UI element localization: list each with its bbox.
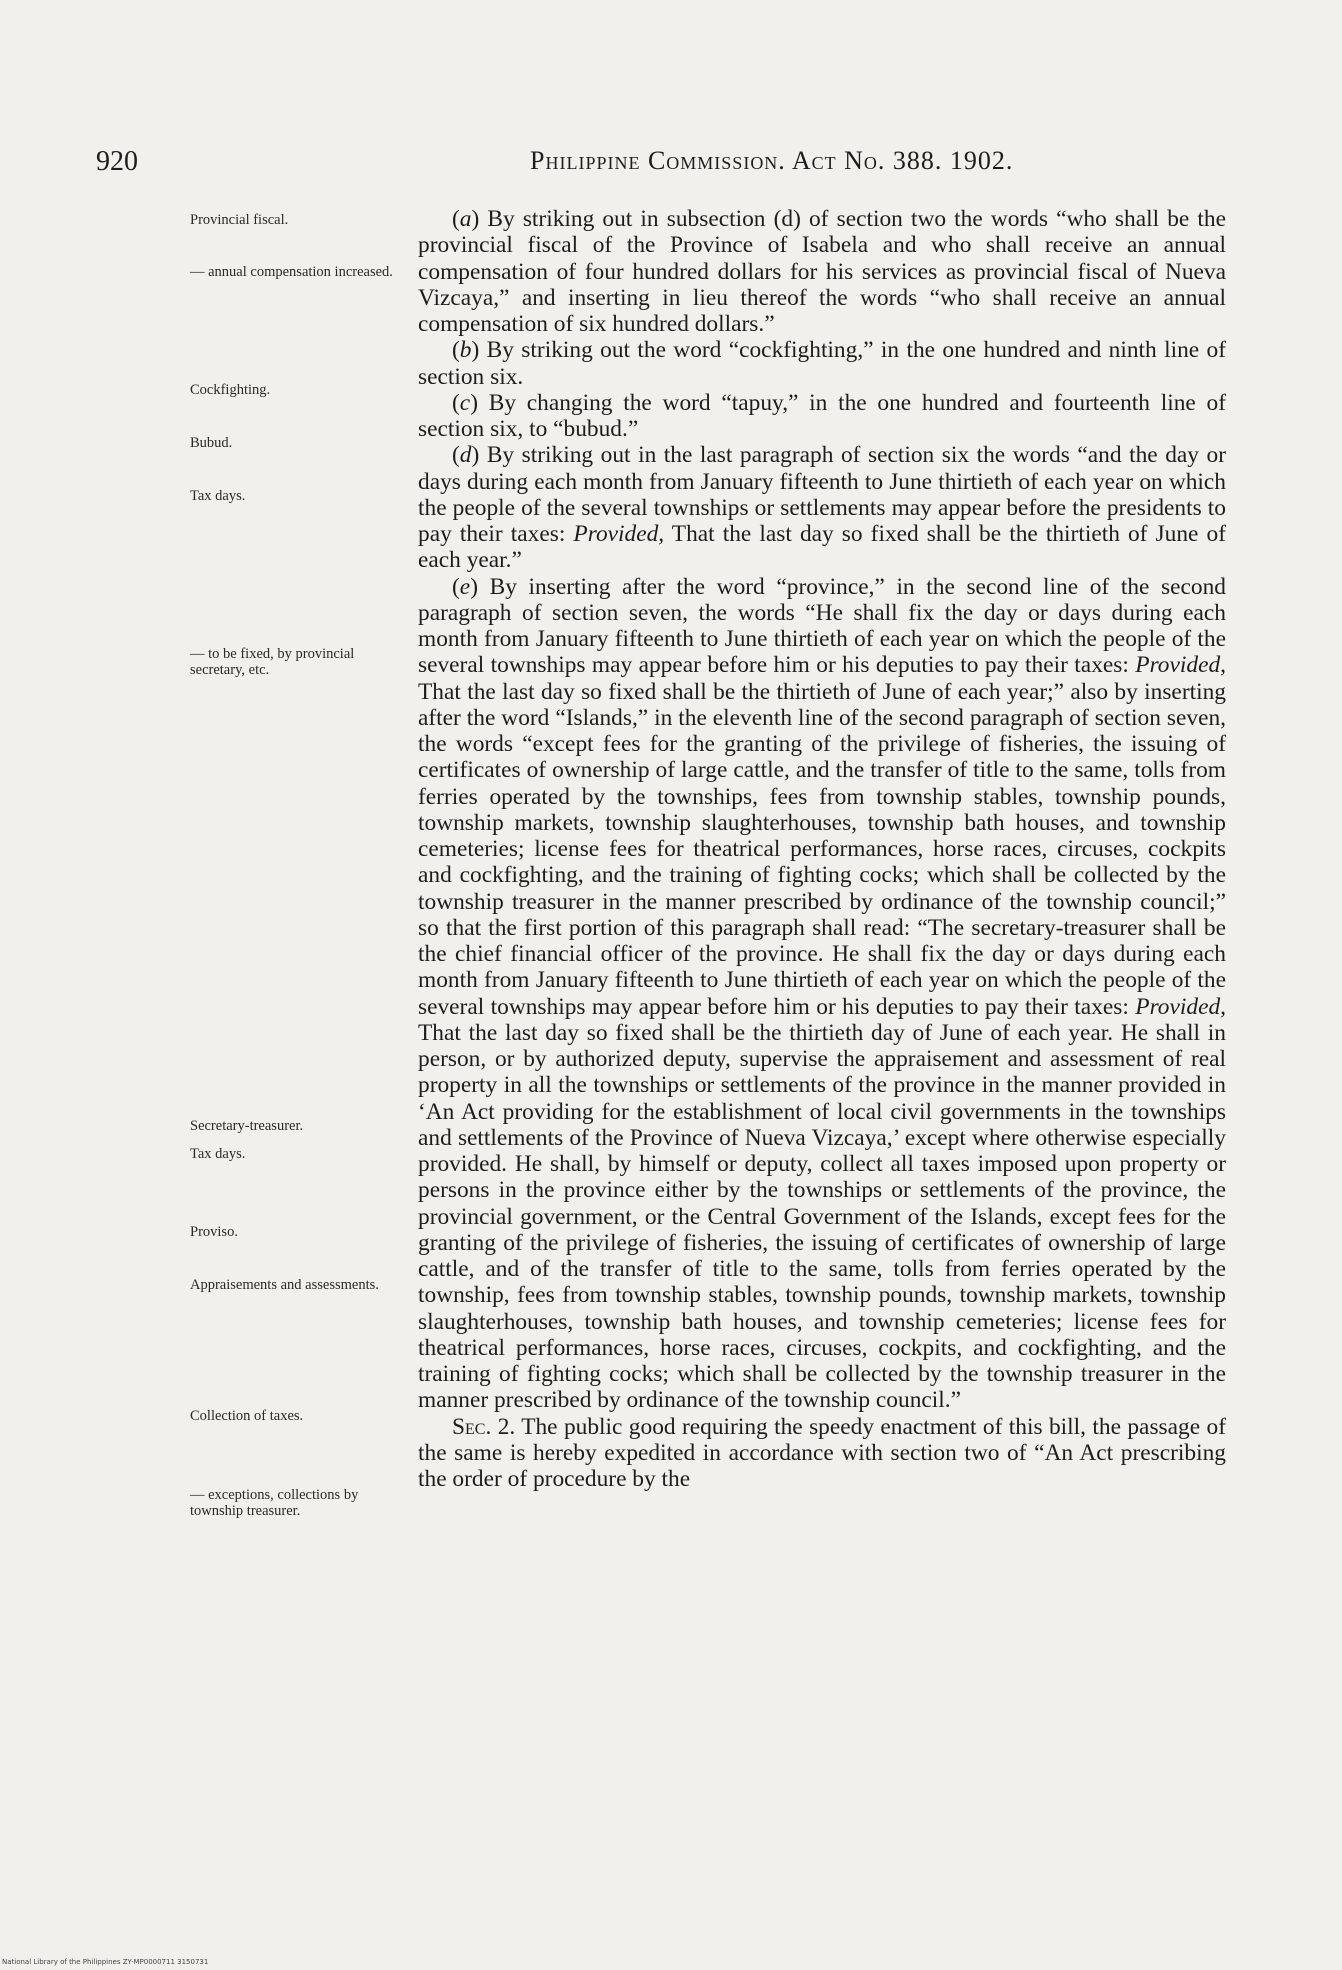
section-2-label: Sec. 2. [452,1413,516,1440]
paragraph-b-text: By striking out the word “cockfighting,” in the one hundred and ninth line of section six. [418,337,1226,390]
margin-note-annual-compensation: — annual compensation increased. [190,264,393,280]
margin-note-tax-days: Tax days. [190,488,246,504]
margin-note-tax-days-2: Tax days. [190,1146,246,1162]
paragraph-d-proviso: Provided, [573,521,665,547]
paragraph-c: (c) By changing the word “tapuy,” in the one hundred and fourteenth line of section six, to “bubud.” [418,389,1226,442]
scan-footer: National Library of the Philippines ZY-MP0000711 3150731 [2,1958,209,1966]
margin-note-provincial-fiscal: Provincial fiscal. [190,212,289,228]
margin-note-bubud: Bubud. [190,435,233,451]
paragraph-b: (b) By striking out the word “cockfighting,” in the one hundred and ninth line of section six. [418,337,1226,390]
paragraph-e-proviso-2: Provided, [1135,993,1226,1020]
paragraph-a-text: By striking out in subsection (d) of section two the words “who shall be the provincial fiscal of the Province of Isabela and who shall receive an annual compensation of four hundred dollars for his services as provincial fiscal of Nueva Vizcaya,” and inserting in lieu thereof the words “who shall receive an annual compensation of six hundred dollars.” [418,206,1226,337]
section-2-text: The public good requiring the speedy enactment of this bill, the passage of the same is hereby expedited in accordance with section two of “An Act prescribing the order of procedure by the [418,1413,1226,1492]
paragraph-e-label: e [459,573,471,600]
margin-note-collection-of-taxes: Collection of taxes. [190,1408,304,1424]
body-text [418,206,1226,1492]
paragraph-c-text: By changing the word “tapuy,” in the one hundred and fourteenth line of section six, to “bubud.” [418,389,1226,442]
margin-note-secretary-treasurer: Secretary-treasurer. [190,1118,304,1134]
margin-note-proviso: Proviso. [190,1224,238,1240]
paragraph-d-label: d [459,442,472,469]
margin-note-fixed-by-secretary: — to be fixed, by provincial secretary, etc. [190,646,355,678]
running-head: Philippine Commission. Act No. 388. 1902. [530,146,1014,175]
paragraph-a: (a) By striking out in subsection (d) of section two the words “who shall be the provincial fiscal of the Province of Isabela and who shall receive an annual compensation of four hundred dollars for his services as provincial fiscal of Nueva Vizcaya,” and inserting in lieu thereof the words “who shall receive an annual compensation of six hundred dollars.” [418,206,1226,337]
paragraph-d: (d) By striking out in the last paragraph of section six the words “and the day or days during each month from January fifteenth to June thirtieth of each year on which the people of the several townships or settlements may appear before the presidents to pay their taxes: Provided, That the last day so fixed shall be the thirtieth of June of each year.” [418,442,1226,574]
page-header [96,146,1226,186]
paragraph-e-text: By inserting after the word “province,” in the second line of the second paragraph of section seven, the words “He shall fix the day or days during each month from January fifteenth to June thirtieth of each year on which the people of the several townships may appear before him or his deputies to pay their taxes: [418,573,1226,679]
paragraph-e: (e) By inserting after the word “province,” in the second line of the second paragraph of section seven, the words “He shall fix the day or days during each month from January fifteenth to June thirtieth of each year on which the people of the several townships may appear before him or his deputies to pay their taxes: Provided, That the last day so fixed shall be the thirtieth of June of each year;” also by inserting after the word “Islands,” in the eleventh line of the second paragraph of section seven, the words “except fees for the granting of the privilege of fisheries, the issuing of certificates of ownership of large cattle, and the transfer of title to the same, tolls from ferries operated by the townships, fees from township stables, township pounds, township markets, township slaughterhouses, township bath houses, and township cemeteries; license fees for theatrical performances, horse races, circuses, cockpits and cockfighting, and the training of fighting cocks; which shall be collected by the township treasurer in the manner prescribed by ordinance of the township council;” so that the first portion of this paragraph shall read: “The secretary-treasurer shall be the chief financial officer of the province. He shall fix the day or days during each month from January fifteenth to June thirtieth of each year on which the people of the several townships may appear before him or his deputies to pay their taxes: Provided, That the last day so fixed shall be the thirtieth day of June of each year. He shall in person, or by authorized deputy, supervise the appraisement and assessment of real property in all the townships or settlements of the province in the manner provided in ‘An Act providing for the establishment of local civil governments in the townships and settlements of the Province of Nueva Vizcaya,’ except where otherwise especially provided. He shall, by himself or deputy, collect all taxes imposed upon property or persons in the province either by the townships or settlements of the province, the provincial government, or the Central Government of the Islands, except fees for the granting of the privilege of fisheries, the issuing of certificates of ownership of large cattle, and of the transfer of title to the same, tolls from ferries operated by the township, fees from township stables, township pounds, township markets, township slaughterhouses, township bath houses, and township cemeteries; license fees for theatrical performances, horse races, circuses, cockpits, and cockfighting, and the training of fighting cocks; which shall be collected by the township treasurer in the manner prescribed by ordinance of the township council.” [418,573,1226,1414]
paragraph-b-label: b [459,337,472,364]
section-2 [418,1414,1226,1493]
page-number: 920 [96,146,138,177]
paragraph-e-proviso-1: Provided, [1135,652,1226,679]
margin-note-appraisements: Appraisements and assessments. [190,1277,379,1293]
paragraph-a-label: a [459,206,472,232]
paragraph-e-text-end: That the last day so fixed shall be the thirtieth day of June of each year. He shall in person, or by authorized deputy, supervise the appraisement and assessment of real property in all the townships or settlements of the province in the manner provided in ‘An Act providing for the establishment of local civil governments in the townships and settlements of the Province of Nueva Vizcaya,’ except where otherwise especially provided. He shall, by himself or deputy, collect all taxes imposed upon property or persons in the province either by the townships or settlements of the province, the provincial government, or the Central Government of the Islands, except fees for the granting of the privilege of fisheries, the issuing of certificates of ownership of large cattle, and of the transfer of title to the same, tolls from ferries operated by the township, fees from township stables, township pounds, township markets, township slaughterhouses, township bath houses, and township cemeteries; license fees for theatrical performances, horse races, circuses, cockpits, and cockfighting, and the training of fighting cocks; which shall be collected by the township treasurer in the manner prescribed by ordinance of the township council.” [418,1019,1226,1414]
paragraph-c-label: c [459,389,471,416]
margin-note-exceptions: — exceptions, collections by township treasurer. [190,1487,359,1519]
paragraph-d-text-end: That the last day so fixed shall be the thirtieth of June of each year.” [418,521,1226,574]
paragraph-e-text-middle: That the last day so fixed shall be the thirtieth of June of each year;” also by inserting after the word “Islands,” in the eleventh line of the second paragraph of section seven, the words “except fees for the granting of the privilege of fisheries, the issuing of certificates of ownership of large cattle, and the transfer of title to the same, tolls from ferries operated by the townships, fees from township stables, township pounds, township markets, township slaughterhouses, township bath houses, and township cemeteries; license fees for theatrical performances, horse races, circuses, cockpits and cockfighting, and the training of fighting cocks; which shall be collected by the township treasurer in the manner prescribed by ordinance of the township council;” so that the first portion of this paragraph shall read: “The secretary-treasurer shall be the chief financial officer of the province. He shall fix the day or days during each month from January fifteenth to June thirtieth of each year on which the people of the several townships may appear before him or his deputies to pay their taxes: [418,678,1226,1020]
paragraph-d-text: By striking out in the last paragraph of section six the words “and the day or days during each month from January fifteenth to June thirtieth of each year on which the people of the several townships or settlements may appear before the presidents to pay their taxes: [418,442,1226,547]
margin-note-cockfighting: Cockfighting. [190,382,271,398]
